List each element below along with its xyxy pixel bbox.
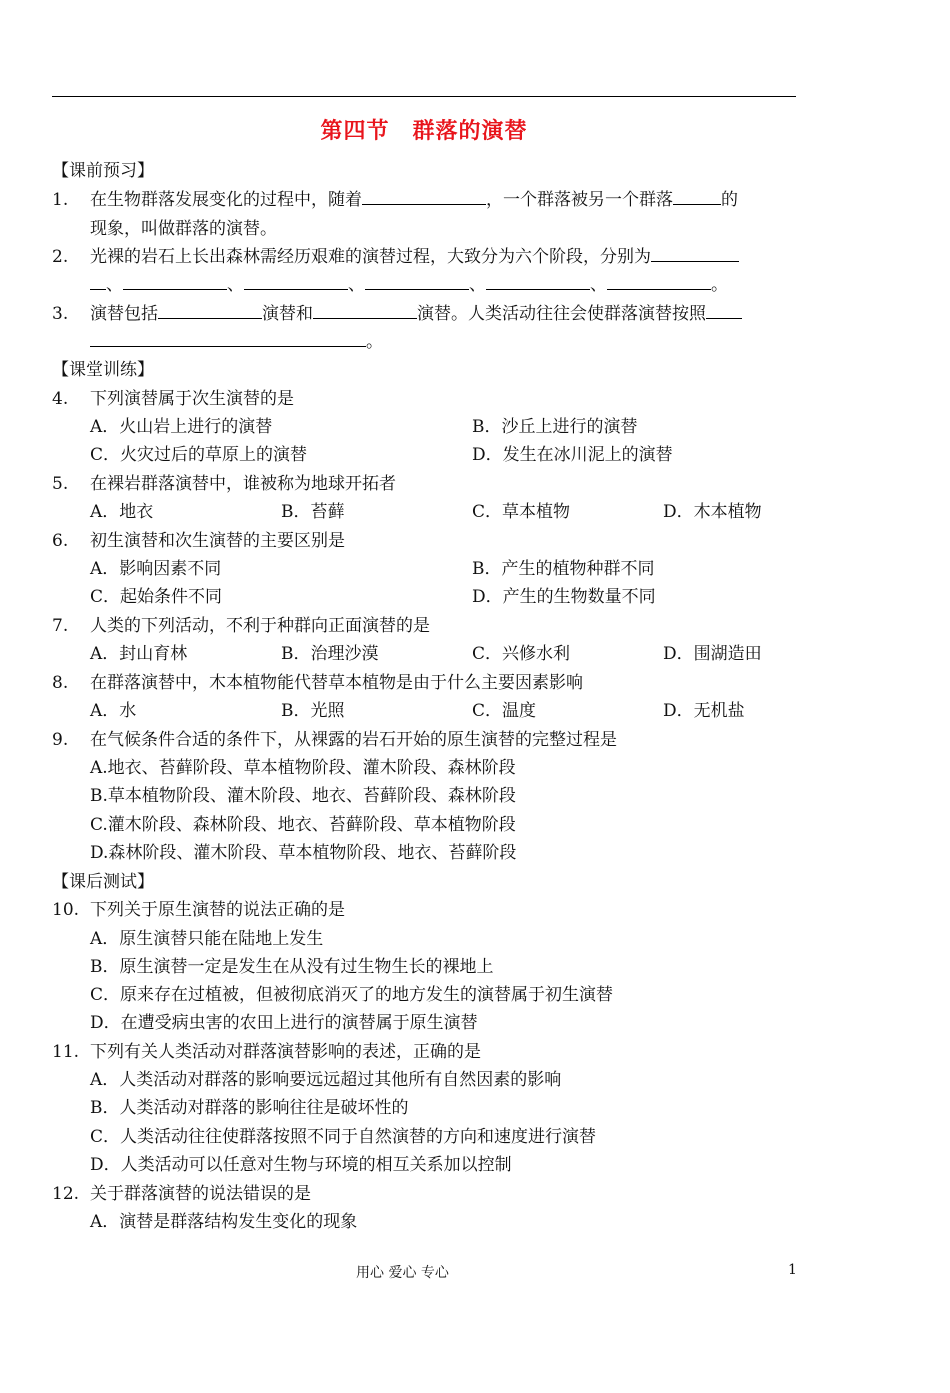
question-2-cont: [90, 271, 728, 299]
option-c[interactable]: C．草本植物: [472, 502, 571, 522]
option-a[interactable]: A．水: [90, 701, 137, 721]
question-2: [52, 243, 739, 271]
answer-blank[interactable]: [651, 243, 739, 262]
option-b[interactable]: B．苔藓: [281, 502, 345, 522]
option-c[interactable]: C．温度: [472, 701, 537, 721]
option-c[interactable]: C.灌木阶段、森林阶段、地衣、苔藓阶段、草本植物阶段: [90, 815, 516, 835]
question-6: [52, 527, 345, 555]
option-b[interactable]: B．沙丘上进行的演替: [472, 417, 638, 437]
section-posttest-heading: 【课后测试】: [52, 872, 154, 892]
option-a[interactable]: A．火山岩上进行的演替: [90, 417, 273, 437]
question-stem: 在气候条件合适的条件下，从裸露的岩石开始的原生演替的完整过程是: [90, 730, 617, 750]
option-b[interactable]: B．人类活动对群落的影响往往是破坏性的: [90, 1098, 409, 1118]
option-d[interactable]: D．木本植物: [663, 502, 762, 522]
question-number: 4.: [52, 389, 69, 409]
question-11: [52, 1038, 481, 1066]
question-number: 5.: [52, 474, 69, 494]
answer-blank[interactable]: [362, 186, 486, 205]
option-d[interactable]: D．无机盐: [663, 701, 745, 721]
option-a[interactable]: A．影响因素不同: [90, 559, 222, 579]
option-b[interactable]: B.草本植物阶段、灌木阶段、地衣、苔藓阶段、森林阶段: [90, 786, 516, 806]
question-stem: 关于群落演替的说法错误的是: [90, 1184, 311, 1204]
separator: 、: [469, 275, 486, 295]
question-stem: 在裸岩群落演替中，谁被称为地球开拓者: [90, 474, 396, 494]
option-a[interactable]: A．演替是群落结构发生变化的现象: [90, 1212, 358, 1232]
option-d[interactable]: D.森林阶段、灌木阶段、草本植物阶段、地衣、苔藓阶段: [90, 843, 517, 863]
question-stem: 下列关于原生演替的说法正确的是: [90, 900, 345, 920]
footer-motto: 用心 爱心 专心: [356, 1265, 449, 1281]
question-stem: 初生演替和次生演替的主要区别是: [90, 531, 345, 551]
question-number: 12.: [52, 1184, 80, 1204]
question-5: [52, 470, 396, 498]
question-number: 10.: [52, 900, 80, 920]
page-title: 第四节 群落的演替: [320, 118, 528, 144]
question-text: 演替包括: [90, 304, 158, 324]
option-c[interactable]: C．兴修水利: [472, 644, 571, 664]
question-number: 7.: [52, 616, 69, 636]
question-3-cont: [90, 328, 383, 356]
question-number: 1.: [52, 190, 69, 210]
answer-blank[interactable]: [123, 271, 227, 290]
separator: 、: [227, 275, 244, 295]
option-a[interactable]: A．人类活动对群落的影响要远远超过其他所有自然因素的影响: [90, 1070, 562, 1090]
question-number: 11.: [52, 1042, 80, 1062]
option-b[interactable]: B．产生的植物种群不同: [472, 559, 655, 579]
separator: 、: [348, 275, 365, 295]
question-4: [52, 385, 294, 413]
answer-blank[interactable]: [365, 271, 469, 290]
question-number: 6.: [52, 531, 69, 551]
section-preview-heading: 【课前预习】: [52, 161, 154, 181]
question-7: [52, 612, 430, 640]
question-8: [52, 669, 583, 697]
question-9: [52, 726, 617, 754]
question-1: [52, 186, 738, 214]
question-10: [52, 896, 345, 924]
question-stem: 下列演替属于次生演替的是: [90, 389, 294, 409]
page-footer: [0, 1262, 950, 1286]
option-b[interactable]: B．治理沙漠: [281, 644, 379, 664]
answer-blank[interactable]: [158, 300, 262, 319]
answer-blank[interactable]: [90, 271, 106, 290]
answer-blank[interactable]: [90, 328, 366, 347]
question-number: 3.: [52, 304, 69, 324]
option-c[interactable]: C．原来存在过植被，但被彻底消灭了的地方发生的演替属于初生演替: [90, 985, 614, 1005]
question-text: 光裸的岩石上长出森林需经历艰难的演替过程，大致分为六个阶段，分别为: [90, 247, 651, 267]
option-d[interactable]: D．人类活动可以任意对生物与环境的相互关系加以控制: [90, 1155, 512, 1175]
option-b[interactable]: B．原生演替一定是发生在从没有过生物生长的裸地上: [90, 957, 494, 977]
option-c[interactable]: C．起始条件不同: [90, 587, 223, 607]
period: 。: [366, 332, 383, 352]
option-c[interactable]: C．人类活动往往使群落按照不同于自然演替的方向和速度进行演替: [90, 1127, 597, 1147]
answer-blank[interactable]: [486, 271, 590, 290]
period: 。: [711, 275, 728, 295]
question-stem: 在群落演替中，木本植物能代替草本植物是由于什么主要因素影响: [90, 673, 583, 693]
page-number: 1: [788, 1262, 797, 1278]
option-d[interactable]: D．产生的生物数量不同: [472, 587, 656, 607]
question-number: 2.: [52, 247, 69, 267]
question-1-cont: 现象，叫做群落的演替。: [90, 219, 277, 239]
section-classwork-heading: 【课堂训练】: [52, 360, 154, 380]
question-12: [52, 1180, 311, 1208]
option-d[interactable]: D．在遭受病虫害的农田上进行的演替属于原生演替: [90, 1013, 478, 1033]
option-b[interactable]: B．光照: [281, 701, 345, 721]
option-d[interactable]: D．围湖造田: [663, 644, 762, 664]
question-text: 的: [721, 190, 738, 210]
question-stem: 下列有关人类活动对群落演替影响的表述，正确的是: [90, 1042, 481, 1062]
question-number: 9.: [52, 730, 69, 750]
question-text: 演替和: [262, 304, 313, 324]
option-a[interactable]: A．地衣: [90, 502, 154, 522]
option-a[interactable]: A.地衣、苔藓阶段、草本植物阶段、灌木阶段、森林阶段: [90, 758, 516, 778]
option-a[interactable]: A．原生演替只能在陆地上发生: [90, 929, 324, 949]
question-text: 在生物群落发展变化的过程中，随着: [90, 190, 362, 210]
answer-blank[interactable]: [607, 271, 711, 290]
option-d[interactable]: D．发生在冰川泥上的演替: [472, 445, 673, 465]
header-rule: [52, 96, 796, 97]
question-stem: 人类的下列活动，不利于种群向正面演替的是: [90, 616, 430, 636]
answer-blank[interactable]: [673, 186, 721, 205]
answer-blank[interactable]: [313, 300, 417, 319]
separator: 、: [106, 275, 123, 295]
separator: 、: [590, 275, 607, 295]
question-text: 演替。人类活动往往会使群落演替按照: [417, 304, 706, 324]
answer-blank[interactable]: [706, 300, 742, 319]
question-text: ，一个群落被另一个群落: [486, 190, 673, 210]
option-a[interactable]: A．封山育林: [90, 644, 188, 664]
question-number: 8.: [52, 673, 69, 693]
question-3: [52, 300, 742, 328]
option-c[interactable]: C．火灾过后的草原上的演替: [90, 445, 308, 465]
answer-blank[interactable]: [244, 271, 348, 290]
